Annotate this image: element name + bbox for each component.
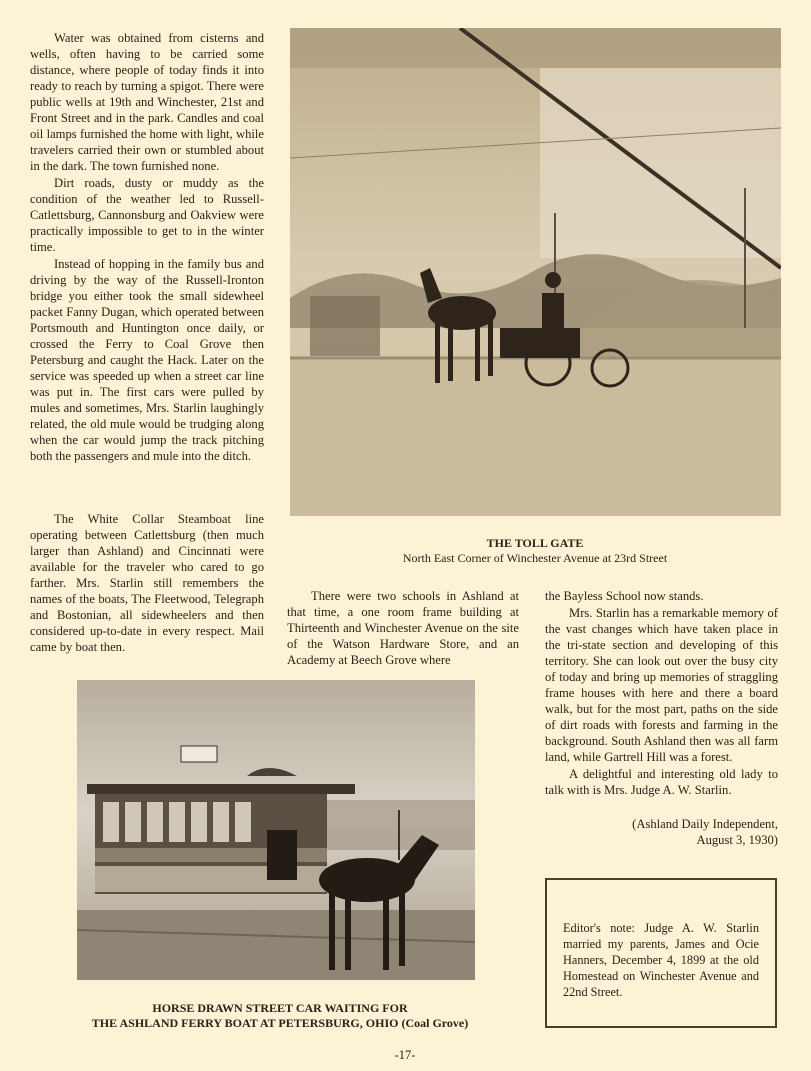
- article-paragraph: A delightful and interesting old lady to talk with is Mrs. Judge A. W. Starlin.: [545, 767, 778, 797]
- streetcar-caption-line-2: THE ASHLAND FERRY BOAT AT PETERSBURG, OHIO (Coal Grove): [91, 1016, 469, 1030]
- toll-gate-caption-title: THE TOLL GATE: [486, 536, 584, 550]
- attribution-source: (Ashland Daily Independent,: [632, 817, 778, 831]
- editor-note-text: Editor's note: Judge A. W. Starlin married my parents, James and Ocie Hanners, December 4, 1899 at the old Homestead on Winchester Avenue and 22nd Street.: [563, 921, 759, 999]
- article-column-right: [545, 588, 778, 848]
- article-paragraph: Water was obtained from cisterns and wells, often having to be carried some distance, where people of today finds it into ready to reach by turning a spigot. There were public wells at 19th and Winchester, 21st and Front Street and in the park. Candles and coal oil lamps furnished the home with light, while travelers carried their own or stumbled about in the dark. The town furnished none.: [30, 31, 264, 173]
- toll-gate-caption-subtitle: North East Corner of Winchester Avenue at 23rd Street: [402, 551, 668, 565]
- horse-drawn-streetcar-photo: [77, 680, 475, 980]
- toll-gate-caption: [330, 536, 740, 566]
- article-column-left-top: [30, 30, 264, 464]
- streetcar-caption-line-1: HORSE DRAWN STREET CAR WAITING FOR: [152, 1001, 408, 1015]
- page-number: -17-: [394, 1048, 416, 1062]
- streetcar-caption: [30, 1001, 530, 1031]
- article-paragraph: There were two schools in Ashland at that time, a one room frame building at Thirteenth and Winchester Avenue on the site of the Watson Hardware Store, and an Academy at Beech Grove where: [287, 589, 519, 667]
- attribution-date: August 3, 1930): [696, 833, 778, 847]
- article-paragraph: Dirt roads, dusty or muddy as the condition of the weather led to Russell-Catlettsburg, Cannonsburg and Oakview were practically impossible to get to in the winter time.: [30, 176, 264, 254]
- toll-gate-photo: [290, 28, 781, 516]
- article-paragraph: The White Collar Steamboat line operating between Catlettsburg (then much larger than Ashland) and Cincinnati were available for the traveler who cared to go farther. Mrs. Starlin still remembers the names of the boats, The Fleetwood, Telegraph and Bostonian, all sidewheelers and then considered up-to-date in every respect. Mail came by boat then.: [30, 512, 264, 654]
- article-paragraph: Mrs. Starlin has a remarkable memory of the vast changes which have taken place in the tri-state section and developing of this territory. She can look out over the busy city of today and bring up memories of straggling frame houses with here and there a board walk, but for the most part, paths on the side of dirt roads with forests and farming in the background. South Ashland then was all farm land, while Gartrell Hill was a forest.: [545, 606, 778, 764]
- article-paragraph: Instead of hopping in the family bus and driving by the way of the Russell-Ironton bridge you either took the small sidewheel packet Fanny Dugan, which operated between Portsmouth and Huntington once daily, or crossed the Ferry to Coal Grove then Petersburg and caught the Hack. Later on the service was speeded up when a street car line was put in. The first cars were pulled by mules and sometimes, Mrs. Starlin laughingly related, the old mule would be trudging along when the car would jump the track pitching both the passengers and mule into the ditch.: [30, 257, 264, 463]
- editor-note-box: [545, 878, 777, 1028]
- article-attribution: [545, 816, 778, 848]
- article-column-left-bottom: [30, 511, 264, 655]
- article-paragraph: the Bayless School now stands.: [545, 589, 704, 603]
- article-column-middle: [287, 588, 519, 668]
